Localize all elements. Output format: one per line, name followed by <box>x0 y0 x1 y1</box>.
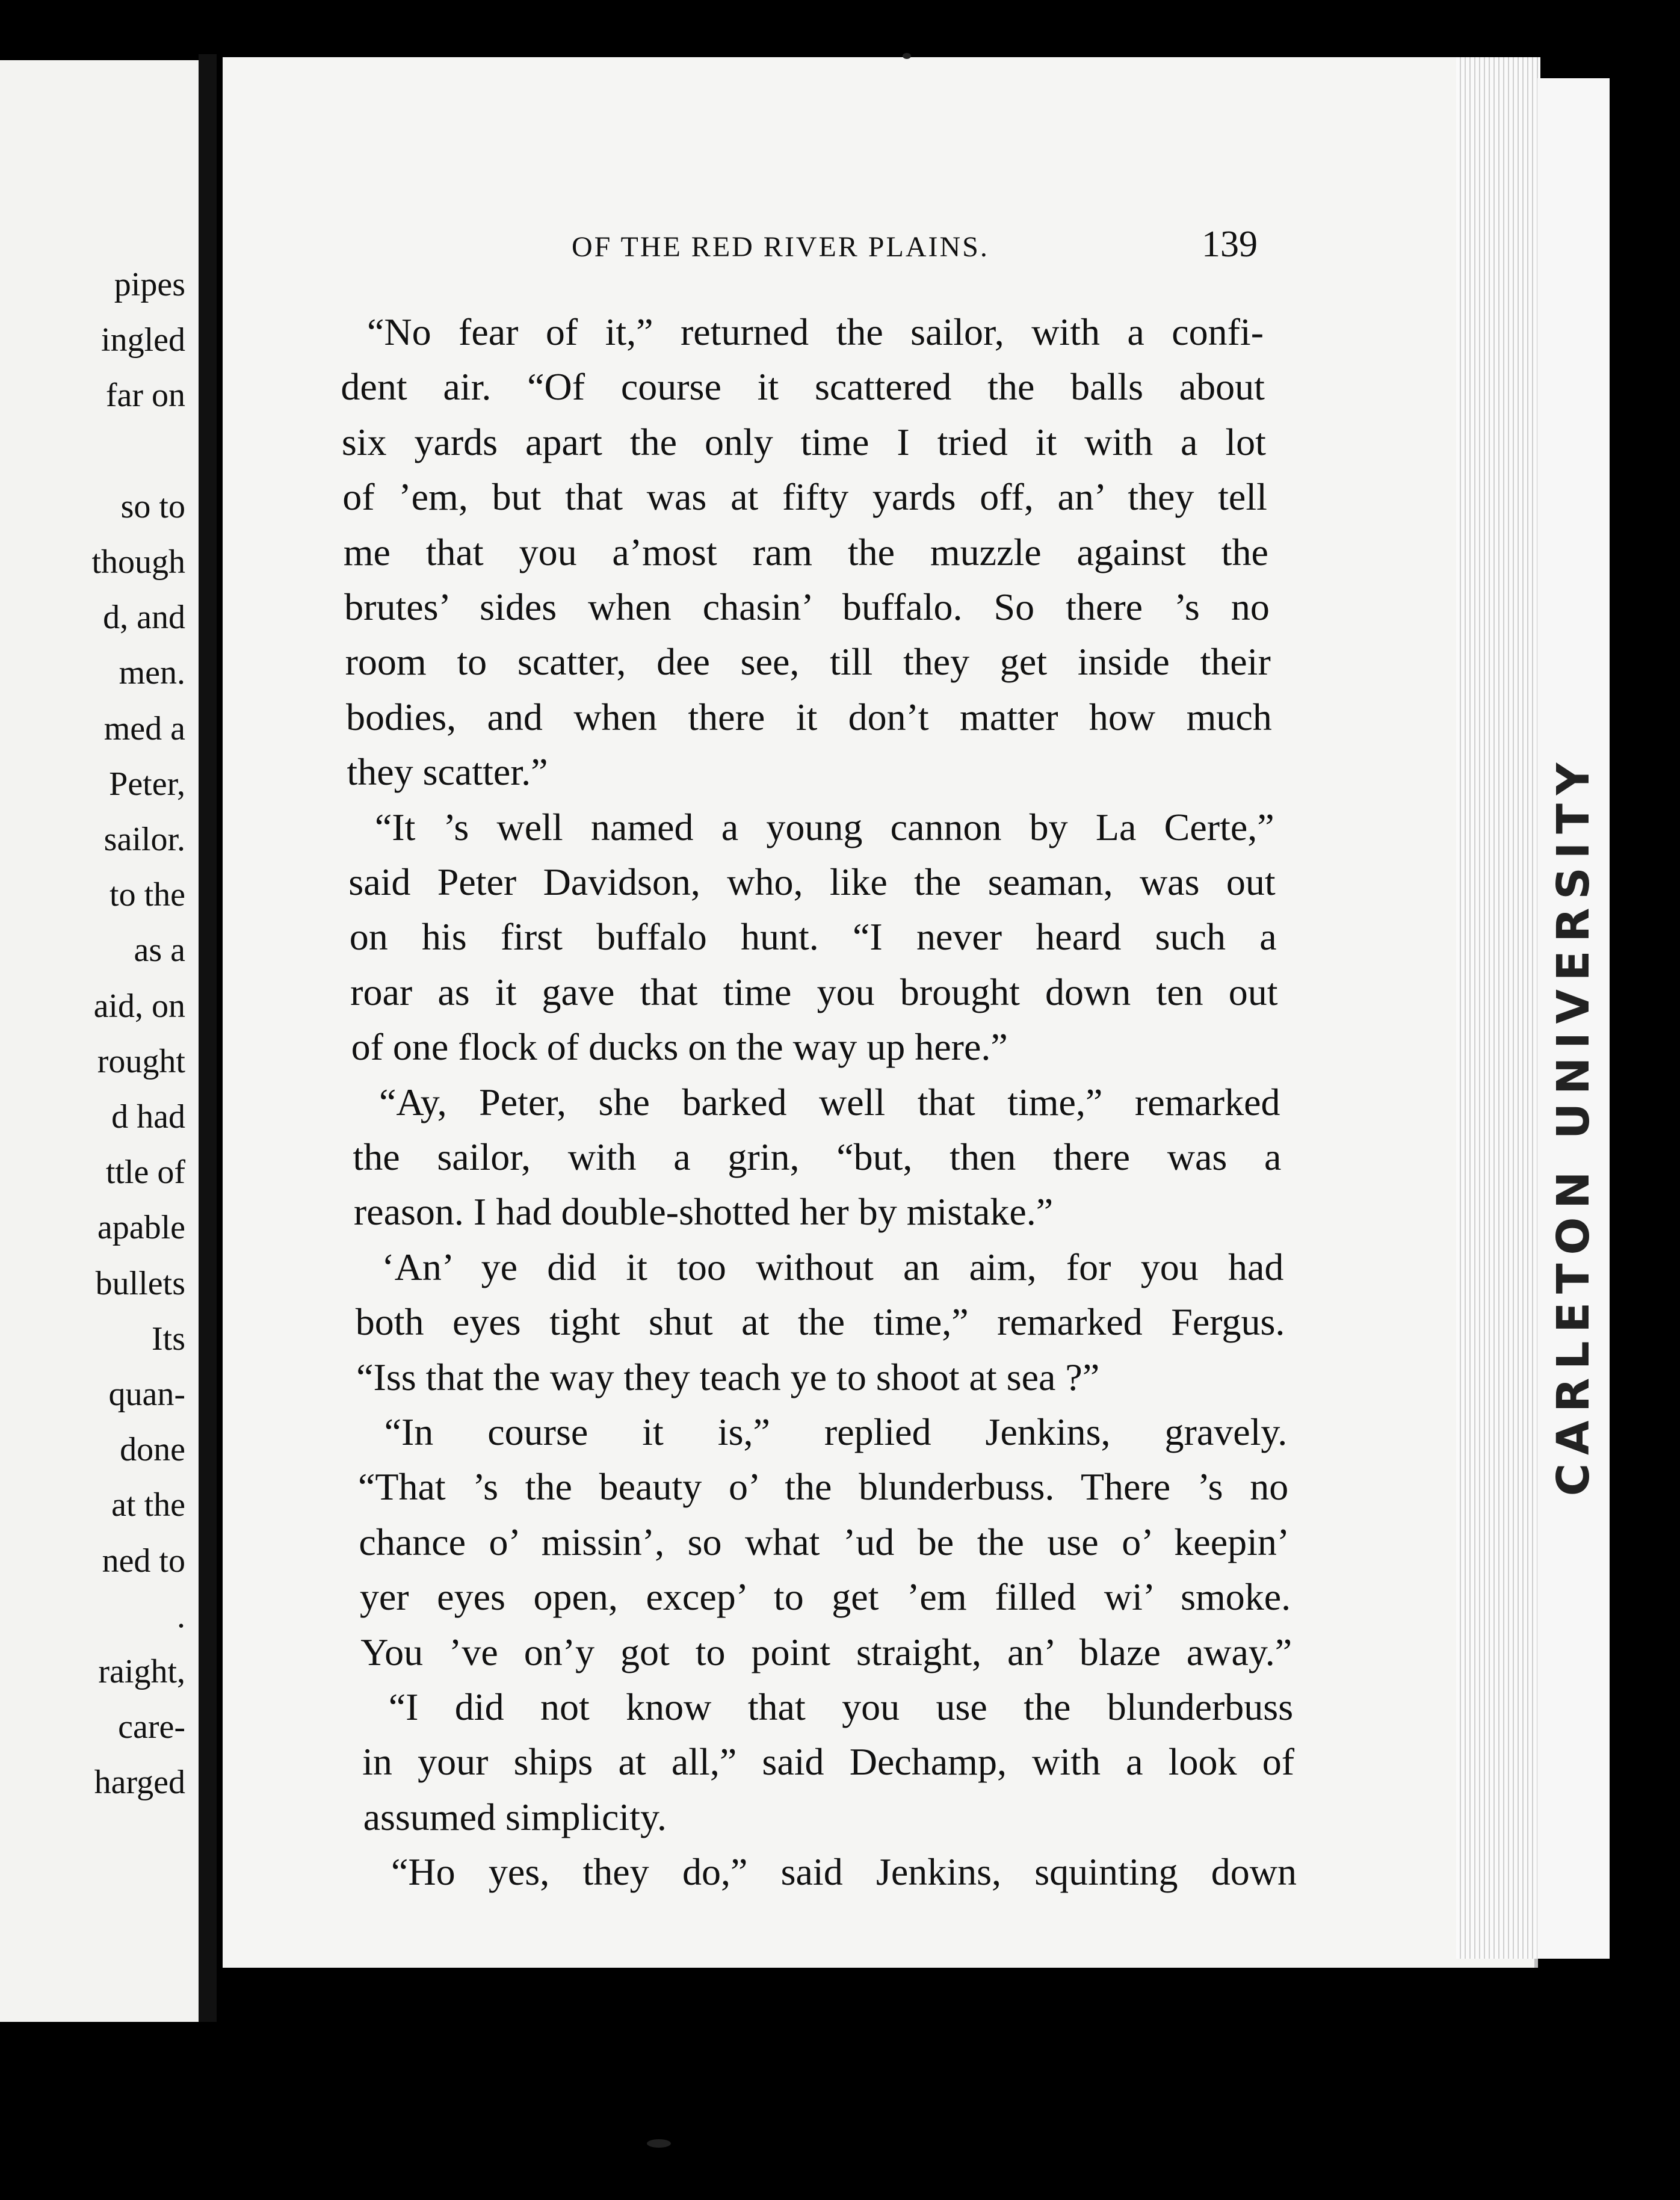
text-line: You ’ve on’y got to point straight, an’ blaze away.” <box>360 1630 1292 1673</box>
left-page-line: raight, <box>98 1653 185 1690</box>
left-page-line: pipes <box>114 266 185 303</box>
text-line: dent air. “Of course it scattered the balls about <box>341 365 1265 409</box>
left-page-line: rought <box>97 1042 185 1080</box>
left-page-line: far on <box>105 377 185 415</box>
left-page-line: ingled <box>101 321 185 359</box>
text-line: said Peter Davidson, who, like the seaman, was out <box>348 861 1276 903</box>
text-line: ‘An’ ye did it too without an aim, for you had <box>381 1245 1284 1288</box>
text-line: reason. I had double-shotted her by mistake.” <box>353 1190 1054 1234</box>
left-page-line: though <box>91 543 185 581</box>
text-line: “Iss that the way they teach ye to shoot at sea ?” <box>356 1355 1100 1398</box>
text-line: “Ho yes, they do,” said Jenkins, squinting down <box>391 1850 1297 1894</box>
left-page-line: aid, on <box>93 987 185 1025</box>
text-line: “I did not know that you use the blunderbuss <box>388 1686 1294 1728</box>
running-head: OF THE RED RIVER PLAINS. <box>572 231 989 263</box>
left-page-line: at the <box>111 1486 185 1524</box>
text-line: of ’em, but that was at fifty yards off, an’ they tell <box>342 475 1267 519</box>
left-page-line: Peter, <box>109 765 185 803</box>
left-page-line: care- <box>118 1708 185 1746</box>
text-line: “Ay, Peter, she barked well that time,” remarked <box>379 1080 1280 1123</box>
book-gutter <box>199 54 217 2022</box>
left-page-line: so to <box>120 487 185 525</box>
page-edges <box>1456 57 1540 1959</box>
text-line: roar as it gave that time you brought down ten out <box>350 970 1278 1013</box>
scan-speck <box>647 2139 671 2148</box>
left-page-line: to the <box>110 876 185 914</box>
text-line: both eyes tight shut at the time,” remarked Fergus. <box>355 1300 1285 1344</box>
left-page-line: Its <box>152 1320 185 1358</box>
page-number: 139 <box>1202 224 1258 265</box>
text-line: me that you a’most ram the muzzle against the <box>343 530 1268 573</box>
text-line: “That ’s the beauty o’ the blunderbuss. There ’s no <box>358 1465 1289 1509</box>
left-page-line: apable <box>97 1209 185 1247</box>
left-page-line: bullets <box>95 1264 185 1302</box>
text-line: they scatter.” <box>347 750 548 794</box>
left-page-line: as a <box>134 932 185 969</box>
left-page-line: harged <box>94 1764 185 1802</box>
text-line: assumed simplicity. <box>363 1795 667 1838</box>
text-line: the sailor, with a grin, “but, then there was a <box>353 1136 1282 1178</box>
text-line: “It ’s well named a young cannon by La Certe,” <box>374 805 1274 848</box>
text-line: six yards apart the only time I tried it with a lot <box>341 420 1266 463</box>
left-page-line: med a <box>103 709 185 747</box>
left-page-line: d, and <box>103 599 185 637</box>
left-page-line: sailor. <box>103 821 185 858</box>
text-line: in your ships at all,” said Dechamp, with a look of <box>362 1740 1295 1784</box>
text-line: brutes’ sides when chasin’ buffalo. So there ’s no <box>344 586 1270 628</box>
text-line: “In course it is,” replied Jenkins, gravely. <box>384 1411 1288 1453</box>
left-page-line: . <box>177 1597 185 1635</box>
text-line: yer eyes open, excep’ to get ’em filled wi’ smoke. <box>359 1575 1291 1619</box>
text-line: “No fear of it,” returned the sailor, with a confi- <box>367 311 1264 353</box>
text-line: on his first buffalo hunt. “I never heard such a <box>349 915 1277 959</box>
text-line: room to scatter, dee see, till they get inside their <box>345 640 1271 684</box>
left-page-line: ned to <box>102 1542 185 1580</box>
page-header <box>343 220 1258 274</box>
spine-label-text: CARLETON UNIVERSITY <box>1548 754 1599 1497</box>
scan-speck <box>903 53 911 59</box>
text-line: of one flock of ducks on the way up here.” <box>351 1025 1008 1069</box>
left-page-line: ttle of <box>105 1154 185 1191</box>
text-line: bodies, and when there it don’t matter how much <box>346 695 1272 738</box>
left-page-line: men. <box>119 654 185 692</box>
left-page-line: done <box>120 1431 185 1469</box>
previous-page-fragment <box>0 60 199 2022</box>
left-page-line: d had <box>111 1098 185 1136</box>
left-page-line: quan- <box>108 1376 185 1413</box>
text-line: chance o’ missin’, so what ’ud be the use o’ keepin’ <box>359 1520 1290 1563</box>
